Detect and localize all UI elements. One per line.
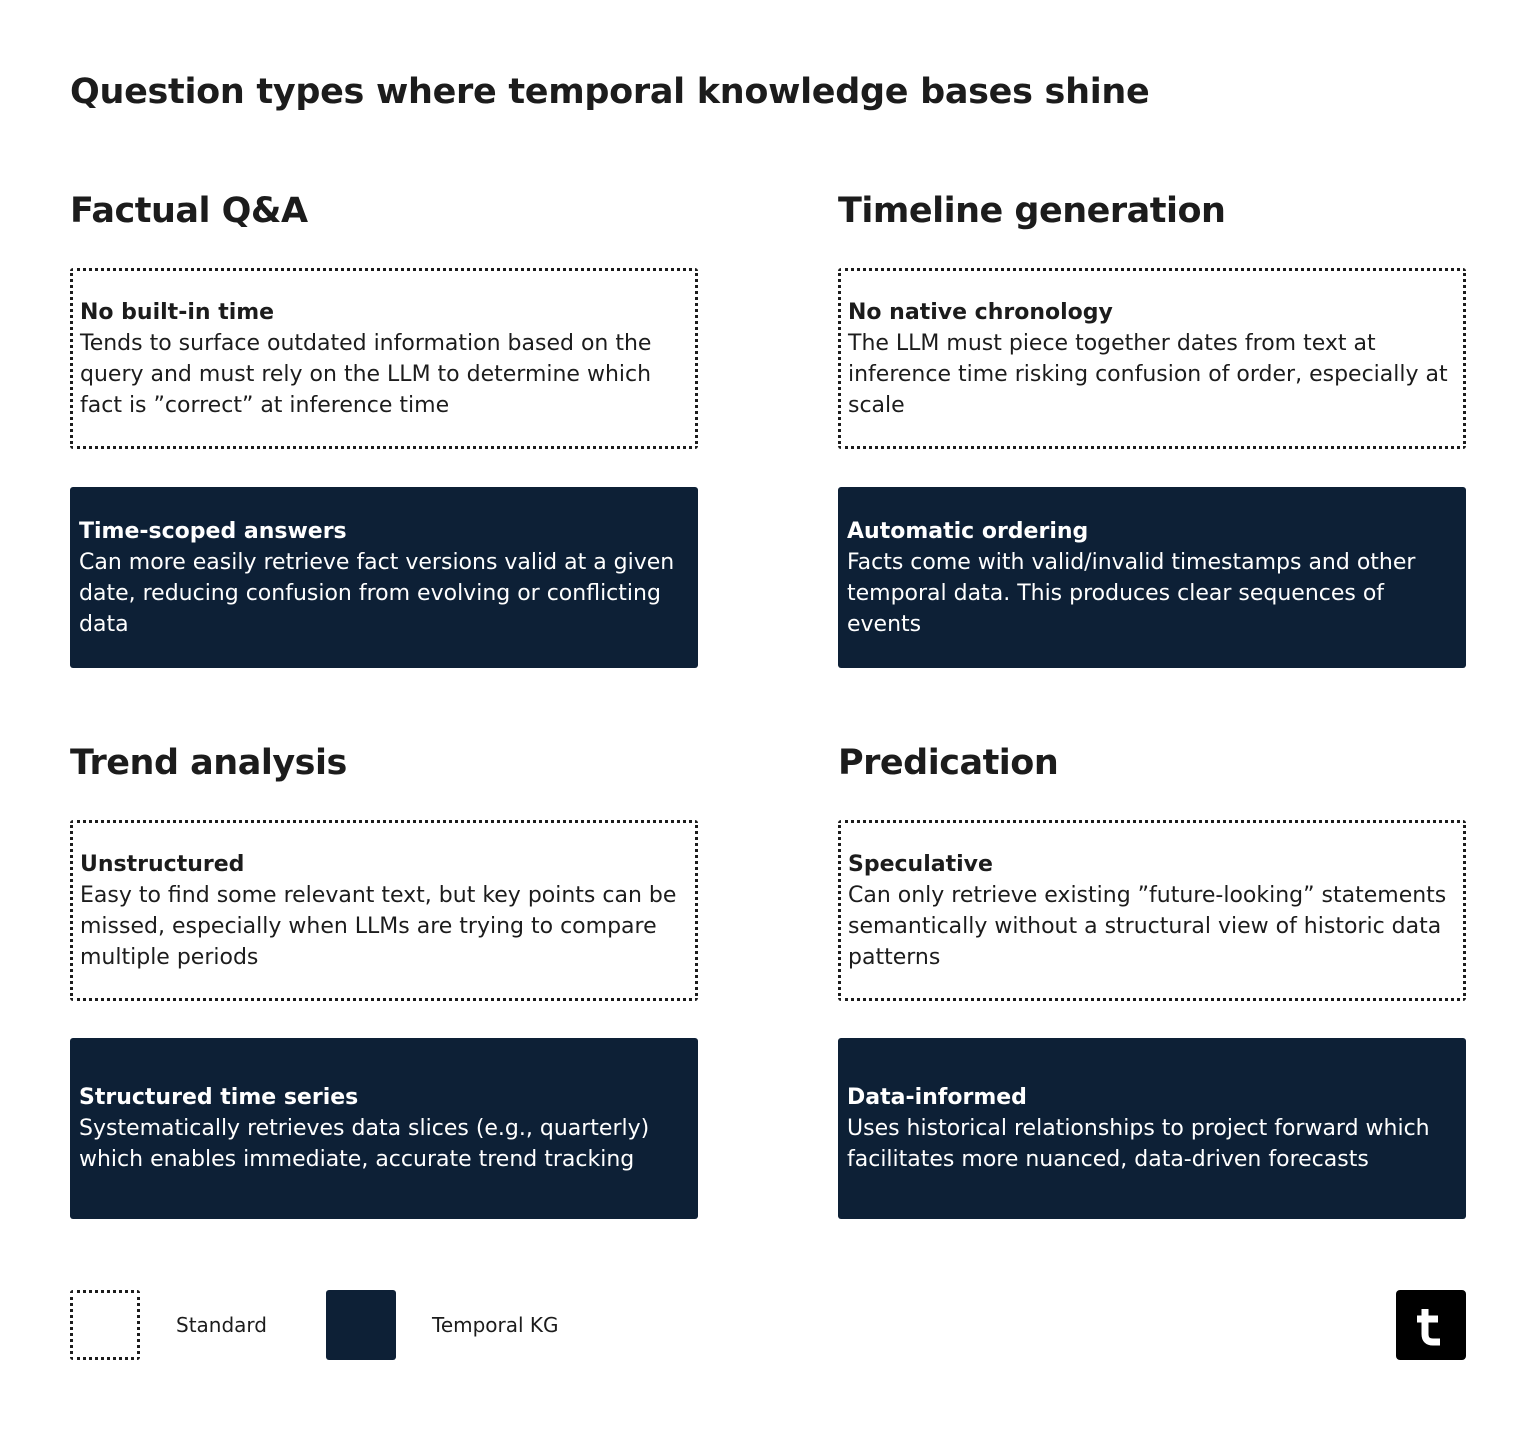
section-heading: Timeline generation — [838, 191, 1226, 231]
letter-t-icon — [1396, 1290, 1466, 1360]
legend-temporal-swatch — [326, 1290, 396, 1360]
legend-standard-label: Standard — [176, 1313, 267, 1337]
section-factual-qa — [70, 191, 698, 637]
section-heading: Predication — [838, 743, 1059, 783]
standard-card — [838, 820, 1466, 1001]
card-heading: No native chronology — [848, 299, 1113, 325]
standard-card — [70, 820, 698, 1001]
section-timeline-generation — [838, 191, 1466, 637]
page-title: Question types where temporal knowledge bases shine — [70, 72, 1150, 112]
section-predication — [838, 743, 1466, 1172]
temporal-kg-card — [838, 1038, 1466, 1219]
temporal-kg-card — [70, 487, 698, 668]
card-heading: No built-in time — [80, 299, 275, 325]
standard-card — [70, 268, 698, 449]
card-body: Can more easily retrieve fact versions valid at a given date, reducing confusion from evolving or conflicting data — [79, 549, 675, 637]
legend-standard-swatch — [70, 1290, 140, 1360]
card-heading: Data-informed — [847, 1085, 1027, 1110]
section-heading: Factual Q&A — [70, 191, 308, 231]
standard-card — [838, 268, 1466, 449]
card-body: Tends to surface outdated information based on the query and must rely on the LLM to determine which fact is ”correct” at inference time — [80, 330, 652, 418]
card-body: Can only retrieve existing ”future-looking” statements semantically without a structural view of historic data patterns — [848, 882, 1447, 970]
card-heading: Time-scoped answers — [79, 518, 347, 544]
card-body: Facts come with valid/invalid timestamps and other temporal data. This produces clear sequences of events — [847, 549, 1416, 637]
temporal-kg-card — [70, 1038, 698, 1219]
card-body: Systematically retrieves data slices (e.g., quarterly) which enables immediate, accurate trend tracking — [79, 1116, 650, 1172]
legend-temporal-label: Temporal KG — [432, 1313, 559, 1337]
card-heading: Structured time series — [79, 1085, 359, 1110]
temporal-kg-card — [838, 487, 1466, 668]
brand-logo-icon — [1396, 1290, 1466, 1360]
card-heading: Automatic ordering — [847, 518, 1089, 544]
card-body: Easy to find some relevant text, but key points can be missed, especially when LLMs are trying to compare multiple periods — [80, 882, 677, 970]
section-heading: Trend analysis — [70, 743, 347, 783]
card-body: The LLM must piece together dates from text at inference time risking confusion of order, especially at scale — [848, 330, 1448, 418]
section-trend-analysis — [70, 743, 698, 1172]
card-heading: Speculative — [848, 851, 993, 877]
card-body: Uses historical relationships to project forward which facilitates more nuanced, data-driven forecasts — [847, 1116, 1430, 1172]
card-heading: Unstructured — [80, 851, 245, 877]
